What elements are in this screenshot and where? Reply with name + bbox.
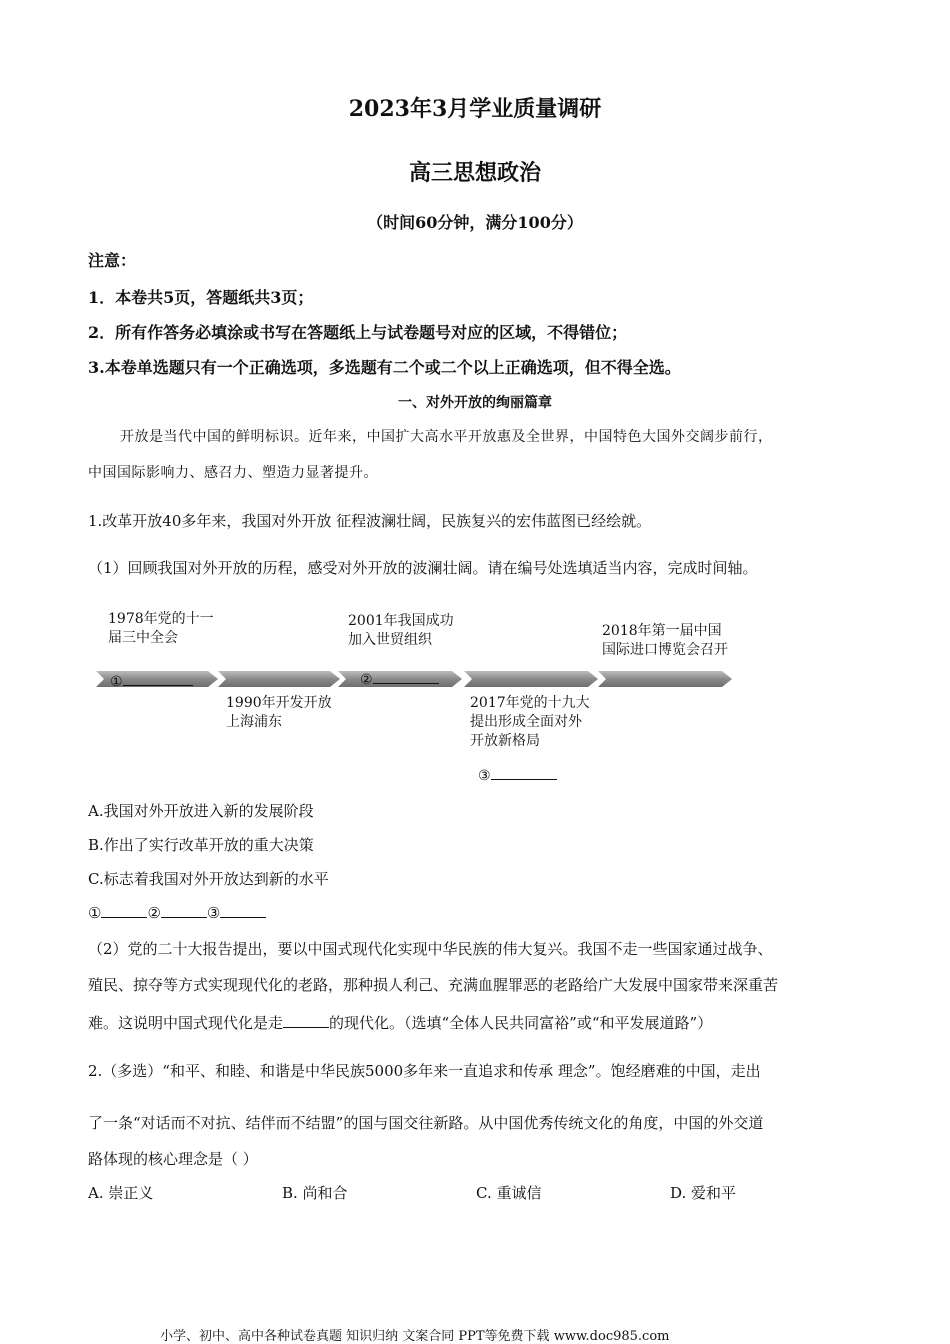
timeline-event-2018: 2018年第一届中国 国际进口博览会召开 [602,623,728,658]
timeline-event-1978: 1978年党的十一 届三中全会 [108,611,214,646]
sub2-text-a: 难。这说明中国式现代化是走 [88,1014,284,1032]
timeline-segment-2 [218,671,340,687]
timeline-event-2017: 2017年党的十九大 提出形成全面对外 开放新格局 [470,695,590,749]
timeline-segment-4 [464,671,598,687]
q2-option-b: B. 尚和合 [282,1184,348,1202]
q1-sub1: （1）回顾我国对外开放的历程，感受对外开放的波澜壮阔。请在编号处选填适当内容，完成时间轴。 [88,559,758,577]
q1-sub2-line3 [88,1012,712,1033]
page-footer: 小学、初中、高中各种试卷真题 知识归纳 文案合同 PPT等免费下载 www.doc985.com [160,1329,670,1344]
q1-option-c: C.标志着我国对外开放达到新的水平 [88,870,329,888]
section-heading: 一、对外开放的绚丽篇章 [398,395,552,411]
notice-item-3: 3.本卷单选题只有一个正确选项，多选题有二个或二个以上正确选项，但不得全选。 [88,358,681,377]
q2-option-d: D. 爱和平 [670,1184,737,1202]
q2-line1: 2.（多选）“和平、和睦、和谐是中华民族5000多年来一直追求和传承 理念”。饱经磨难的中国，走出 [88,1062,761,1080]
timeline-mark-2 [360,650,439,690]
sub2-blank[interactable] [283,1013,329,1028]
answer-blank-2[interactable] [161,903,207,918]
answer-blank-1[interactable] [101,903,147,918]
notice-item-1: 1．本卷共5页，答题纸共3页； [88,288,314,307]
answer-mark-2: ② [147,904,161,922]
exam-title: 2023年3月学业质量调研 [348,96,602,122]
mark-1: ① [110,674,123,690]
blank-3 [491,765,557,780]
timeline-event-1990: 1990年开发开放 上海浦东 [226,695,332,730]
q1-sub2-line1: （2）党的二十大报告提出，要以中国式现代化实现中华民族的伟大复兴。我国不走一些国家通过战争、 [88,940,773,958]
timeline-mark-1 [110,652,193,692]
timeline-segment-5 [598,671,732,687]
q1-stem: 1.改革开放40多年来，我国对外开放 征程波澜壮阔，民族复兴的宏伟蓝图已经绘就。 [88,512,652,530]
sub2-text-b: 的现代化。（选填“全体人民共同富裕”或“和平发展道路”） [329,1014,713,1032]
mark-2: ② [360,672,373,688]
q1-option-a: A.我国对外开放进入新的发展阶段 [88,802,314,820]
q2-option-c: C. 重诚信 [476,1184,542,1202]
exam-info: （时间60分钟，满分100分） [367,213,583,232]
q1-sub2-line2: 殖民、掠夺等方式实现现代化的老路，那种损人利己、充满血腥罪恶的老路给广大发展中国家带来深重苦 [88,976,779,994]
mark-3: ③ [478,768,491,784]
q2-line2: 了一条“对话而不对抗、结伴而不结盟”的国与国交往新路。从中国优秀传统文化的角度，中国的外交道 [88,1114,764,1132]
notice-heading: 注意： [88,251,137,270]
blank-2 [373,669,439,684]
section-intro-line1: 开放是当代中国的鲜明标识。近年来，中国扩大高水平开放惠及全世界，中国特色大国外交阔步前行， [120,429,773,445]
timeline-event-2001: 2001年我国成功 加入世贸组织 [348,613,454,648]
q1-answer-blanks [88,903,266,922]
answer-blank-3[interactable] [220,903,266,918]
q1-option-b: B.作出了实行改革开放的重大决策 [88,836,314,854]
timeline [90,600,750,784]
subject-title: 高三思想政治 [408,160,541,186]
notice-item-2: 2．所有作答务必填涂或书写在答题纸上与试卷题号对应的区域，不得错位； [88,323,628,342]
q2-option-a: A. 崇正义 [88,1184,154,1202]
q2-line3: 路体现的核心理念是（ ） [88,1150,258,1168]
section-intro-line2: 中国国际影响力、感召力、塑造力显著提升。 [88,465,378,481]
answer-mark-1: ① [88,904,102,922]
timeline-mark-3 [478,746,557,786]
answer-mark-3: ③ [206,904,221,922]
blank-1 [123,671,193,686]
